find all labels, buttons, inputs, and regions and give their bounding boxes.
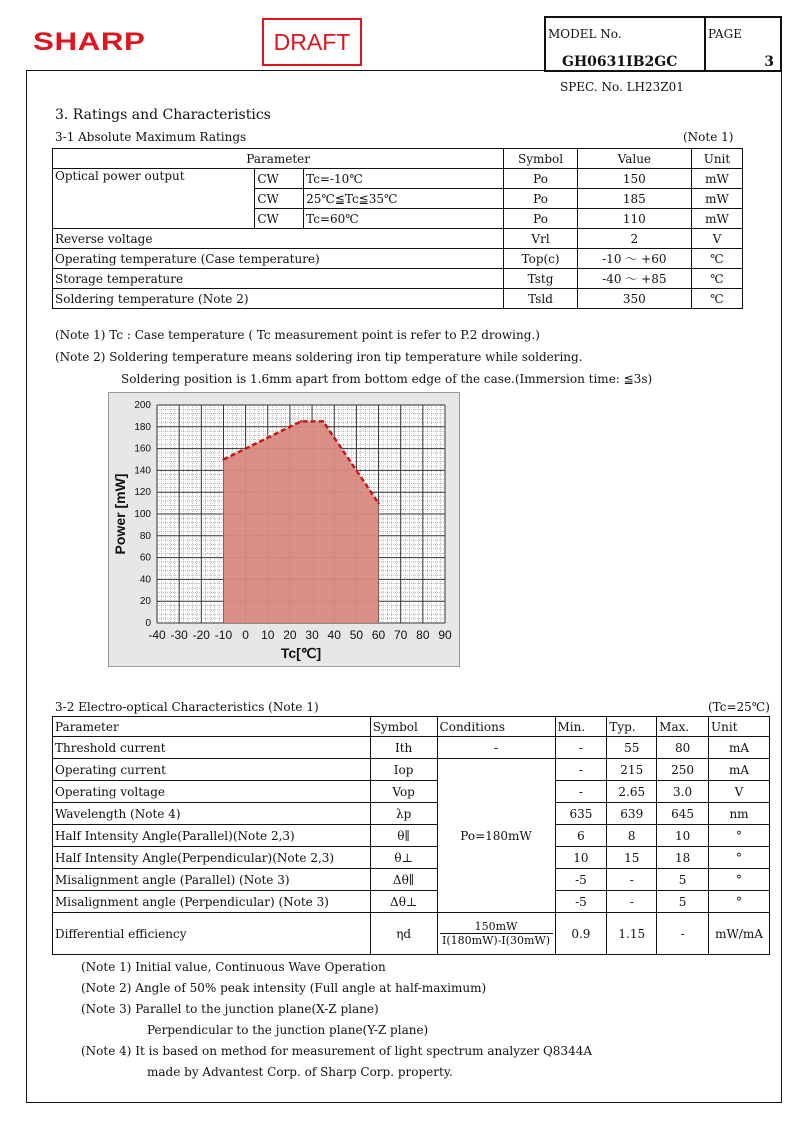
draft-stamp: DRAFT [262,18,362,66]
typ-cell: 215 [607,759,657,781]
unit-cell: ℃ [691,289,742,309]
symbol-cell: θ⊥ [370,847,437,869]
value-cell: 110 [577,209,691,229]
condition-cell: Tc=-10℃ [304,169,504,189]
y-tick-label: 160 [134,443,151,455]
table-row [53,825,770,847]
symbol-cell: Po [504,169,577,189]
data-point [222,458,224,460]
param-cell: Differential efficiency [53,913,371,955]
mode-cell: CW [255,209,304,229]
param-cell: Operating current [53,759,371,781]
symbol-cell: Δθ⊥ [370,891,437,913]
max-cell: 250 [657,759,709,781]
y-tick-label: 20 [139,596,151,608]
eo-note-3-cont: Perpendicular to the junction plane(Y-Z plane) [147,1023,429,1037]
header-symbol: Symbol [504,149,577,169]
optical-power-label: Optical power output [53,169,255,229]
y-axis-label: Power [mW] [112,473,128,555]
fraction-numerator: 150mW [440,920,553,934]
typ-cell: 15 [607,847,657,869]
min-cell: -5 [555,869,607,891]
typ-cell: 639 [607,803,657,825]
unit-cell: mA [709,737,770,759]
param-cell: Operating voltage [53,781,371,803]
table-row [53,737,770,759]
min-cell: - [555,759,607,781]
param-cell: Operating temperature (Case temperature) [53,249,504,269]
min-cell: -5 [555,891,607,913]
model-page-box [544,16,782,72]
table-row [53,891,770,913]
unit-cell: mA [709,759,770,781]
x-tick-label: 30 [305,628,319,642]
max-cell: 5 [657,869,709,891]
header-parameter: Parameter [53,149,504,169]
page-label: PAGE [708,27,742,41]
x-tick-label: -10 [214,628,233,642]
unit-cell: mW/mA [709,913,770,955]
header-unit: Unit [691,149,742,169]
value-cell: 150 [577,169,691,189]
header-value: Value [577,149,691,169]
value-cell: 185 [577,189,691,209]
condition-fraction [437,913,555,955]
symbol-cell: Po [504,189,577,209]
unit-cell: mW [691,189,742,209]
brand-logo: SHARP [33,28,146,56]
x-tick-label: 20 [283,628,297,642]
unit-cell: ℃ [691,269,742,289]
condition-cell: Tc=60℃ [304,209,504,229]
param-cell: Misalignment angle (Parallel) (Note 3) [53,869,371,891]
table-header-row [53,149,743,169]
y-tick-label: 180 [134,421,151,433]
max-cell: 10 [657,825,709,847]
amr-note-1: (Note 1) Tc : Case temperature ( Tc measurement point is refer to P.2 drowing.) [55,328,540,342]
x-tick-label: 60 [371,628,386,642]
symbol-cell: Δθ∥ [370,869,437,891]
y-tick-label: 0 [145,618,151,629]
eo-condition-note: (Tc=25℃) [708,700,770,714]
symbol-cell: Vop [370,781,437,803]
value-cell: 2 [577,229,691,249]
x-tick-label: 70 [394,628,408,642]
condition-cell: - [437,737,555,759]
x-axis-label: Tc[℃] [280,645,322,661]
max-cell: 3.0 [657,781,709,803]
table-row [53,229,743,249]
symbol-cell: Top(c) [504,249,577,269]
param-cell: Half Intensity Angle(Perpendicular)(Note 2,3) [53,847,371,869]
table-row [53,249,743,269]
unit-cell: V [691,229,742,249]
unit-cell: mW [691,169,742,189]
derating-chart-svg [109,393,459,666]
absolute-max-ratings-table [52,148,743,309]
param-cell: Storage temperature [53,269,504,289]
symbol-cell: Po [504,209,577,229]
value-cell: -40 ～ +85 [577,269,691,289]
unit-cell: ℃ [691,249,742,269]
symbol-cell: Tsld [504,289,577,309]
data-point [300,420,302,422]
typ-cell: 8 [607,825,657,847]
unit-cell: nm [709,803,770,825]
model-label: MODEL No. [548,27,622,41]
y-tick-label: 100 [134,509,151,520]
eo-note-1: (Note 1) Initial value, Continuous Wave Operation [81,960,386,974]
fraction-denominator: I(180mW)-I(30mW) [442,934,551,947]
typ-cell: 55 [607,737,657,759]
box-divider [704,18,706,70]
y-tick-label: 200 [134,400,151,411]
value-cell: 350 [577,289,691,309]
param-cell: Reverse voltage [53,229,504,249]
table-row [53,869,770,891]
page-number: 3 [764,54,774,70]
x-tick-label: 40 [327,628,341,642]
min-cell: 0.9 [555,913,607,955]
unit-cell: ° [709,825,770,847]
electro-optical-table [52,716,770,955]
symbol-cell: ηd [370,913,437,955]
subsection-title-eo: 3-2 Electro-optical Characteristics (Note 1) [55,700,319,714]
table-row [53,289,743,309]
param-cell: Threshold current [53,737,371,759]
min-cell: - [555,737,607,759]
symbol-cell: Iop [370,759,437,781]
typ-cell: 2.65 [607,781,657,803]
table-row [53,913,770,955]
min-cell: 635 [555,803,607,825]
typ-cell: - [607,891,657,913]
data-point [322,420,324,422]
x-tick-label: 0 [242,628,249,642]
table-header-row [53,717,770,737]
y-tick-label: 80 [139,530,151,542]
y-tick-label: 40 [139,574,151,586]
x-tick-label: -30 [170,628,188,642]
typ-cell: 1.15 [607,913,657,955]
table-row [53,759,770,781]
max-cell: 18 [657,847,709,869]
symbol-cell: θ∥ [370,825,437,847]
header-conditions: Conditions [437,717,555,737]
symbol-cell: λp [370,803,437,825]
mode-cell: CW [255,189,304,209]
shared-condition-cell: Po=180mW [437,759,555,913]
x-tick-label: 90 [438,628,452,642]
symbol-cell: Ith [370,737,437,759]
eo-note-4: (Note 4) It is based on method for measurement of light spectrum analyzer Q8344A [81,1044,593,1058]
unit-cell: V [709,781,770,803]
unit-cell: ° [709,869,770,891]
typ-cell: - [607,869,657,891]
table-row [53,803,770,825]
unit-cell: ° [709,891,770,913]
eo-note-3: (Note 3) Parallel to the junction plane(X-Z plane) [81,1002,379,1016]
condition-cell: 25℃≦Tc≦35℃ [304,189,504,209]
amr-note-ref: (Note 1) [683,130,734,144]
max-cell: - [657,913,709,955]
param-cell: Half Intensity Angle(Parallel)(Note 2,3) [53,825,371,847]
x-tick-label: 80 [416,628,430,642]
min-cell: - [555,781,607,803]
x-tick-label: 10 [261,628,275,642]
section-title: 3. Ratings and Characteristics [55,107,271,123]
param-cell: Soldering temperature (Note 2) [53,289,504,309]
header-max: Max. [657,717,709,737]
header-typ: Typ. [607,717,657,737]
table-row [53,169,743,189]
derating-chart [108,392,460,667]
max-cell: 80 [657,737,709,759]
max-cell: 645 [657,803,709,825]
header-parameter: Parameter [53,717,371,737]
symbol-cell: Tstg [504,269,577,289]
eo-note-2: (Note 2) Angle of 50% peak intensity (Full angle at half-maximum) [81,981,487,995]
unit-cell: mW [691,209,742,229]
param-cell: Wavelength (Note 4) [53,803,371,825]
eo-note-4-cont: made by Advantest Corp. of Sharp Corp. property. [147,1065,453,1079]
min-cell: 6 [555,825,607,847]
model-number: GH0631IB2GC [562,54,678,70]
min-cell: 10 [555,847,607,869]
spec-number: SPEC. No. LH23Z01 [560,80,684,94]
unit-cell: ° [709,847,770,869]
max-cell: 5 [657,891,709,913]
header-symbol: Symbol [370,717,437,737]
header-unit: Unit [709,717,770,737]
y-tick-label: 140 [134,465,151,477]
x-tick-label: -20 [192,628,210,642]
table-row [53,781,770,803]
value-cell: -10 ～ +60 [577,249,691,269]
x-tick-label: -40 [148,628,166,642]
table-row [53,269,743,289]
param-cell: Misalignment angle (Perpendicular) (Note 3) [53,891,371,913]
subsection-title-amr: 3-1 Absolute Maximum Ratings [55,130,247,144]
symbol-cell: Vrl [504,229,577,249]
amr-note-2: (Note 2) Soldering temperature means soldering iron tip temperature while soldering. [55,350,583,364]
mode-cell: CW [255,169,304,189]
amr-note-2-cont: Soldering position is 1.6mm apart from bottom edge of the case.(Immersion time: ≦3s) [121,372,653,386]
header-min: Min. [555,717,607,737]
data-point [377,502,379,504]
x-tick-label: 50 [349,628,364,642]
table-row [53,847,770,869]
y-tick-label: 60 [139,552,151,564]
y-tick-label: 120 [134,487,151,499]
